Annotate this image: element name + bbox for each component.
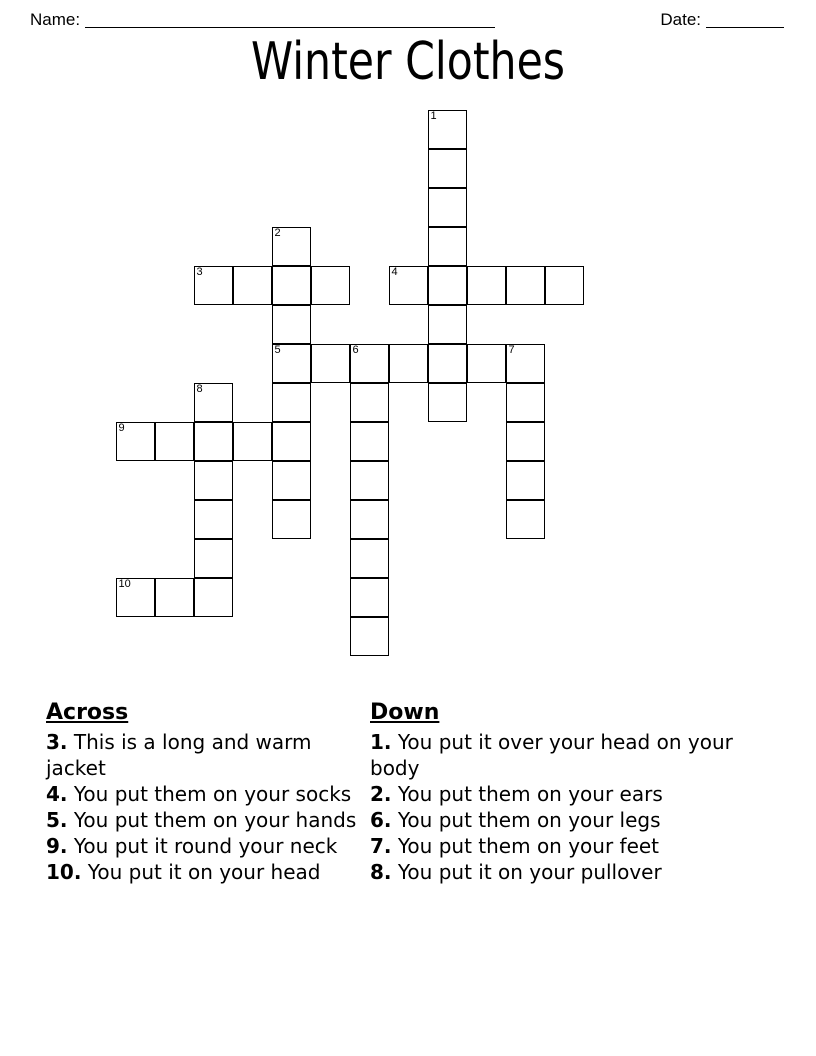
clue-down-7 — [370, 834, 745, 859]
grid-cell[interactable] — [506, 266, 545, 305]
grid-cell[interactable] — [350, 500, 389, 539]
grid-cell[interactable] — [428, 305, 467, 344]
grid-cell[interactable] — [311, 266, 350, 305]
clue-text: You put them on your legs — [397, 807, 661, 832]
grid-cell[interactable] — [428, 188, 467, 227]
grid-cell[interactable] — [194, 422, 233, 461]
grid-cell[interactable] — [350, 422, 389, 461]
clue-text: You put them on your feet — [397, 834, 660, 859]
grid-cell-number: 8 — [196, 383, 203, 395]
grid-cell-start-9[interactable] — [116, 422, 155, 461]
grid-cell-number: 5 — [274, 344, 281, 356]
grid-cell[interactable] — [194, 500, 233, 539]
grid-cell-start-6[interactable] — [350, 344, 389, 383]
clue-across-3 — [46, 730, 365, 780]
grid-cell[interactable] — [350, 461, 389, 500]
clue-number: 10. — [46, 860, 82, 885]
grid-cell[interactable] — [506, 422, 545, 461]
clue-number: 3. — [46, 730, 68, 755]
clue-number: 1. — [370, 730, 392, 755]
clue-text: This is a long and warm jacket — [46, 730, 312, 780]
across-clues-column — [0, 700, 365, 887]
grid-cell[interactable] — [350, 617, 389, 656]
grid-cell[interactable] — [428, 266, 467, 305]
clue-number: 2. — [370, 781, 392, 806]
grid-cell-number: 2 — [274, 227, 281, 239]
clue-text: You put it round your neck — [73, 834, 338, 859]
clue-down-2 — [370, 782, 745, 807]
grid-cell[interactable] — [350, 578, 389, 617]
grid-cell-start-2[interactable] — [272, 227, 311, 266]
grid-cell[interactable] — [428, 383, 467, 422]
grid-cell[interactable] — [272, 383, 311, 422]
grid-cell[interactable] — [467, 266, 506, 305]
clue-number: 9. — [46, 834, 68, 859]
grid-cell[interactable] — [506, 383, 545, 422]
grid-cell[interactable] — [272, 266, 311, 305]
grid-cell-start-4[interactable] — [389, 266, 428, 305]
clue-number: 6. — [370, 807, 392, 832]
grid-cell[interactable] — [194, 461, 233, 500]
grid-cell[interactable] — [428, 149, 467, 188]
grid-cell-start-1[interactable] — [428, 110, 467, 149]
clue-number: 8. — [370, 860, 392, 885]
grid-cell-number: 7 — [508, 344, 515, 356]
clue-number: 4. — [46, 781, 68, 806]
grid-cell[interactable] — [389, 344, 428, 383]
clue-across-10 — [46, 860, 365, 885]
clue-number: 7. — [370, 834, 392, 859]
grid-cell-number: 9 — [118, 422, 125, 434]
clue-text: You put them on your ears — [397, 781, 663, 806]
clue-text: You put them on your hands — [73, 807, 357, 832]
grid-cell[interactable] — [545, 266, 584, 305]
grid-cell-number: 10 — [118, 578, 131, 590]
grid-cell[interactable] — [350, 539, 389, 578]
clue-text: You put it over your head on your body — [370, 730, 733, 780]
grid-cell[interactable] — [272, 305, 311, 344]
clues-section — [0, 700, 816, 887]
grid-cell[interactable] — [272, 500, 311, 539]
clue-across-9 — [46, 834, 365, 859]
date-label: Date: — [660, 10, 701, 29]
grid-cell[interactable] — [272, 461, 311, 500]
grid-cell[interactable] — [194, 539, 233, 578]
down-clues-column — [365, 700, 745, 887]
grid-cell[interactable] — [272, 422, 311, 461]
clue-down-1 — [370, 730, 745, 780]
grid-cell[interactable] — [350, 383, 389, 422]
grid-cell-start-3[interactable] — [194, 266, 233, 305]
grid-cell[interactable] — [506, 500, 545, 539]
clue-text: You put them on your socks — [73, 781, 352, 806]
grid-cell-number: 3 — [196, 266, 203, 278]
grid-cell-number: 1 — [430, 110, 437, 122]
grid-cell-start-8[interactable] — [194, 383, 233, 422]
grid-cell[interactable] — [506, 461, 545, 500]
across-heading: Across — [46, 700, 129, 725]
grid-cell[interactable] — [467, 344, 506, 383]
grid-cell[interactable] — [233, 422, 272, 461]
down-heading: Down — [370, 700, 440, 725]
grid-cell-start-5[interactable] — [272, 344, 311, 383]
grid-cell[interactable] — [155, 422, 194, 461]
clue-across-5 — [46, 808, 365, 833]
clue-down-8 — [370, 860, 745, 885]
clue-text: You put it on your pullover — [397, 860, 662, 885]
grid-cell[interactable] — [428, 227, 467, 266]
grid-cell-number: 4 — [391, 266, 398, 278]
clue-across-4 — [46, 782, 365, 807]
clue-down-6 — [370, 808, 745, 833]
grid-cell-start-10[interactable] — [116, 578, 155, 617]
grid-cell[interactable] — [194, 578, 233, 617]
grid-cell[interactable] — [311, 344, 350, 383]
clue-number: 5. — [46, 807, 68, 832]
clue-text: You put it on your head — [87, 860, 321, 885]
grid-cell[interactable] — [428, 344, 467, 383]
page-title: Winter Clothes — [250, 32, 566, 92]
grid-cell[interactable] — [155, 578, 194, 617]
grid-cell[interactable] — [233, 266, 272, 305]
grid-cell-start-7[interactable] — [506, 344, 545, 383]
grid-cell-number: 6 — [352, 344, 359, 356]
name-label: Name: — [30, 10, 81, 29]
